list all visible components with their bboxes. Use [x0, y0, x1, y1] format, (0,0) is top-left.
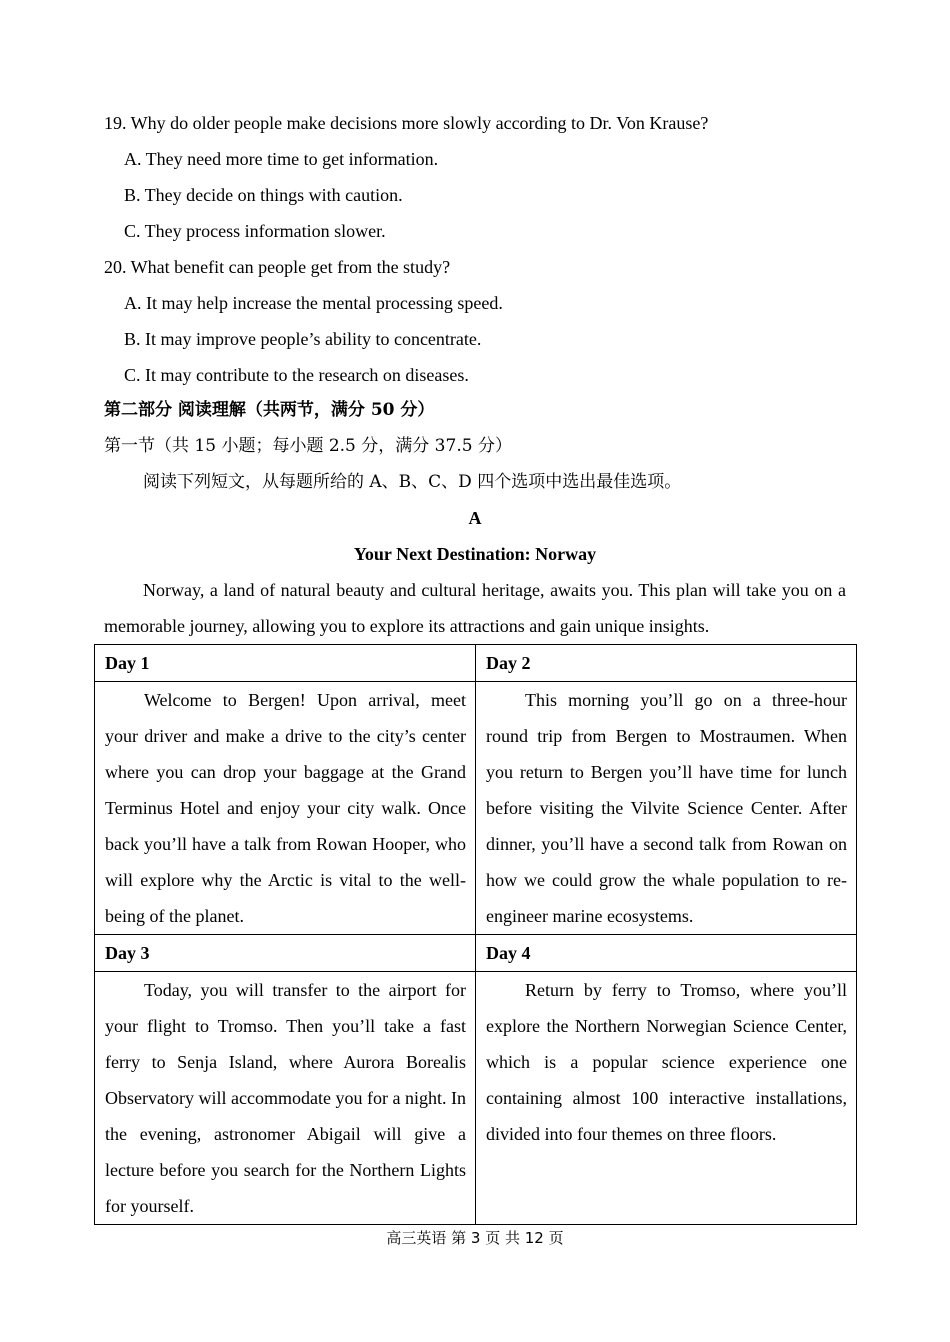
- passage-intro: Norway, a land of natural beauty and cultural heritage, awaits you. This plan will take you on a memorable journey, allowing you to explore its attractions and gain unique insights.: [104, 580, 846, 636]
- day-header: Day 4: [476, 935, 857, 972]
- day-text: Welcome to Bergen! Upon arrival, meet your driver and make a drive to the city’s center where you can drop your baggage at the Grand Terminus Hotel and enjoy your city walk. Once back you’ll have a talk from Rowan Hooper, who will explore why the Arctic is vital to the well-being of the planet.: [105, 690, 466, 926]
- day-header: Day 1: [95, 645, 476, 682]
- option-b: B. They decide on things with caution.: [124, 185, 403, 205]
- day-cell: [95, 972, 476, 1225]
- option-a: A. They need more time to get information.: [124, 149, 439, 169]
- section-title: 第二部分 阅读理解（共两节，满分 50 分）: [104, 400, 435, 420]
- day-header: Day 2: [476, 645, 857, 682]
- question-stem: 20. What benefit can people get from the study?: [104, 257, 451, 277]
- day-text: Return by ferry to Tromso, where you’ll explore the Northern Norwegian Science Center, which is a popular science experience one containing almost 100 interactive installations, divided into four themes on three floors.: [486, 980, 847, 1144]
- day-cell: [95, 682, 476, 935]
- section-instruction: 阅读下列短文，从每题所给的 A、B、C、D 四个选项中选出最佳选项。: [143, 472, 682, 492]
- option-c: C. It may contribute to the research on diseases.: [124, 365, 469, 385]
- itinerary-table: [94, 644, 857, 1225]
- section-subtitle: 第一节（共 15 小题；每小题 2.5 分，满分 37.5 分）: [104, 436, 512, 456]
- day-cell: [476, 972, 857, 1225]
- option-b: B. It may improve people’s ability to concentrate.: [124, 329, 482, 349]
- day-text: This morning you’ll go on a three-hour round trip from Bergen to Mostraumen. When you return to Bergen you’ll have time for lunch before visiting the Vilvite Science Center. After dinner, you’ll have a second talk from Rowan on how we could grow the whale population to re-engineer marine ecosystems.: [486, 690, 847, 926]
- passage-title: Your Next Destination: Norway: [353, 544, 597, 564]
- option-a: A. It may help increase the mental processing speed.: [124, 293, 503, 313]
- question-stem: 19. Why do older people make decisions more slowly according to Dr. Von Krause?: [104, 113, 709, 133]
- day-header: Day 3: [95, 935, 476, 972]
- passage-letter: A: [468, 508, 482, 528]
- page-footer: 高三英语 第 3 页 共 12 页: [386, 1229, 564, 1247]
- day-cell: [476, 682, 857, 935]
- option-c: C. They process information slower.: [124, 221, 386, 241]
- day-text: Today, you will transfer to the airport for your flight to Tromso. Then you’ll take a fast ferry to Senja Island, where Aurora Borealis Observatory will accommodate you for a night. In the evening, astronomer Abigail will give a lecture before you search for the Northern Lights for yourself.: [105, 980, 466, 1216]
